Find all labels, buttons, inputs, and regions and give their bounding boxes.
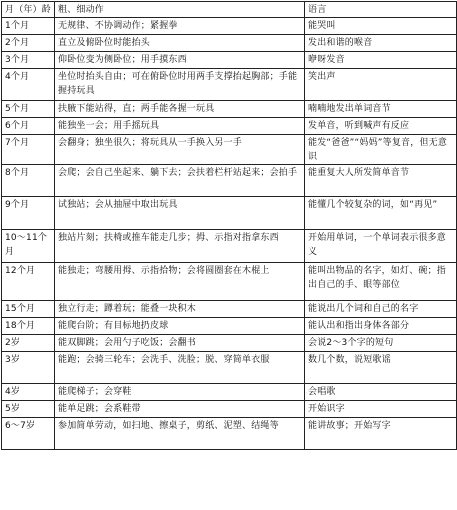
cell-age: 9个月 (2, 197, 55, 230)
cell-motor: 能独坐一会；用手摇玩具 (55, 118, 305, 135)
cell-motor: 能独走；弯腰用拇、示指拾物；会将圆圈套在木棍上 (55, 263, 305, 301)
cell-language: 能重复大人所发简单音节 (305, 165, 457, 197)
table-row (2, 352, 457, 384)
cell-language: 能懂几个较复杂的词，如“再见” (305, 197, 457, 230)
cell-motor: 无规律、不协调动作；紧握拳 (55, 18, 305, 35)
cell-age: 5岁 (2, 401, 55, 418)
table-row (2, 118, 457, 135)
header-row (2, 2, 457, 18)
cell-motor: 坐位时抬头自由；可在俯卧位时用两手支撑抬起胸部；手能握持玩具 (55, 69, 305, 101)
table-row (2, 35, 457, 52)
cell-language: 能叫出物品的名字，如灯、碗；指出自己的手、眼等部位 (305, 263, 457, 301)
table-row (2, 69, 457, 101)
cell-motor: 直立及俯卧位时能抬头 (55, 35, 305, 52)
cell-age: 12个月 (2, 263, 55, 301)
cell-language: 喃喃地发出单词音节 (305, 101, 457, 118)
cell-language: 数几个数，说短歌谣 (305, 352, 457, 384)
cell-age: 2岁 (2, 335, 55, 352)
table-row (2, 301, 457, 318)
cell-language: 能认出和指出身体各部分 (305, 318, 457, 335)
cell-age: 3岁 (2, 352, 55, 384)
table-row (2, 418, 457, 450)
cell-age: 4个月 (2, 69, 55, 101)
header-motor: 粗、细动作 (55, 2, 305, 18)
table-row (2, 52, 457, 69)
cell-language: 笑出声 (305, 69, 457, 101)
cell-age: 4岁 (2, 384, 55, 401)
cell-language: 开始用单词，一个单词表示很多意义 (305, 230, 457, 263)
cell-language: 会说2～3个字的短句 (305, 335, 457, 352)
cell-age: 2个月 (2, 35, 55, 52)
cell-motor: 仰卧位变为侧卧位；用手摸东西 (55, 52, 305, 69)
cell-language: 能发“爸爸”“妈妈”等复音，但无意识 (305, 135, 457, 165)
cell-language: 会唱歌 (305, 384, 457, 401)
cell-language: 发单音，听到喊声有反应 (305, 118, 457, 135)
table-row (2, 401, 457, 418)
table-row (2, 318, 457, 335)
cell-motor: 能双脚跳；会用勺子吃饭；会翻书 (55, 335, 305, 352)
table-row (2, 165, 457, 197)
cell-age: 6～7岁 (2, 418, 55, 450)
cell-age: 15个月 (2, 301, 55, 318)
cell-motor: 参加简单劳动，如扫地、擦桌子，剪纸、泥塑、结绳等 (55, 418, 305, 450)
cell-motor: 独立行走；蹲着玩；能叠一块积木 (55, 301, 305, 318)
development-table (1, 1, 457, 450)
table-row (2, 135, 457, 165)
cell-language: 开始识字 (305, 401, 457, 418)
table-row (2, 101, 457, 118)
cell-language: 能说出几个词和自己的名字 (305, 301, 457, 318)
cell-motor: 试独站；会从抽屉中取出玩具 (55, 197, 305, 230)
cell-language: 发出和谐的喉音 (305, 35, 457, 52)
cell-motor: 会爬；会自己坐起来、躺下去；会扶着栏杆站起来；会拍手 (55, 165, 305, 197)
header-age: 月（年）龄 (2, 2, 55, 18)
cell-motor: 能跑；会骑三轮车；会洗手、洗脸；脱、穿简单衣服 (55, 352, 305, 384)
table-row (2, 18, 457, 35)
cell-language: 咿呀发音 (305, 52, 457, 69)
table-row (2, 197, 457, 230)
cell-age: 3个月 (2, 52, 55, 69)
cell-age: 6个月 (2, 118, 55, 135)
cell-motor: 能爬梯子；会穿鞋 (55, 384, 305, 401)
cell-age: 8个月 (2, 165, 55, 197)
cell-motor: 能爬台阶；有目标地扔皮球 (55, 318, 305, 335)
table-row (2, 384, 457, 401)
cell-language: 能讲故事；开始写字 (305, 418, 457, 450)
table-row (2, 335, 457, 352)
cell-motor: 独站片刻；扶椅或推车能走几步；拇、示指对指拿东西 (55, 230, 305, 263)
cell-age: 18个月 (2, 318, 55, 335)
cell-age: 1个月 (2, 18, 55, 35)
cell-language: 能哭叫 (305, 18, 457, 35)
header-language: 语言 (305, 2, 457, 18)
cell-motor: 扶腋下能站得，直；两手能各握一玩具 (55, 101, 305, 118)
cell-age: 7个月 (2, 135, 55, 165)
table-row (2, 263, 457, 301)
cell-motor: 能单足跳；会系鞋带 (55, 401, 305, 418)
cell-age: 10～11个月 (2, 230, 55, 263)
cell-age: 5个月 (2, 101, 55, 118)
table-row (2, 230, 457, 263)
cell-motor: 会翻身；独坐很久；将玩具从一手换入另一手 (55, 135, 305, 165)
